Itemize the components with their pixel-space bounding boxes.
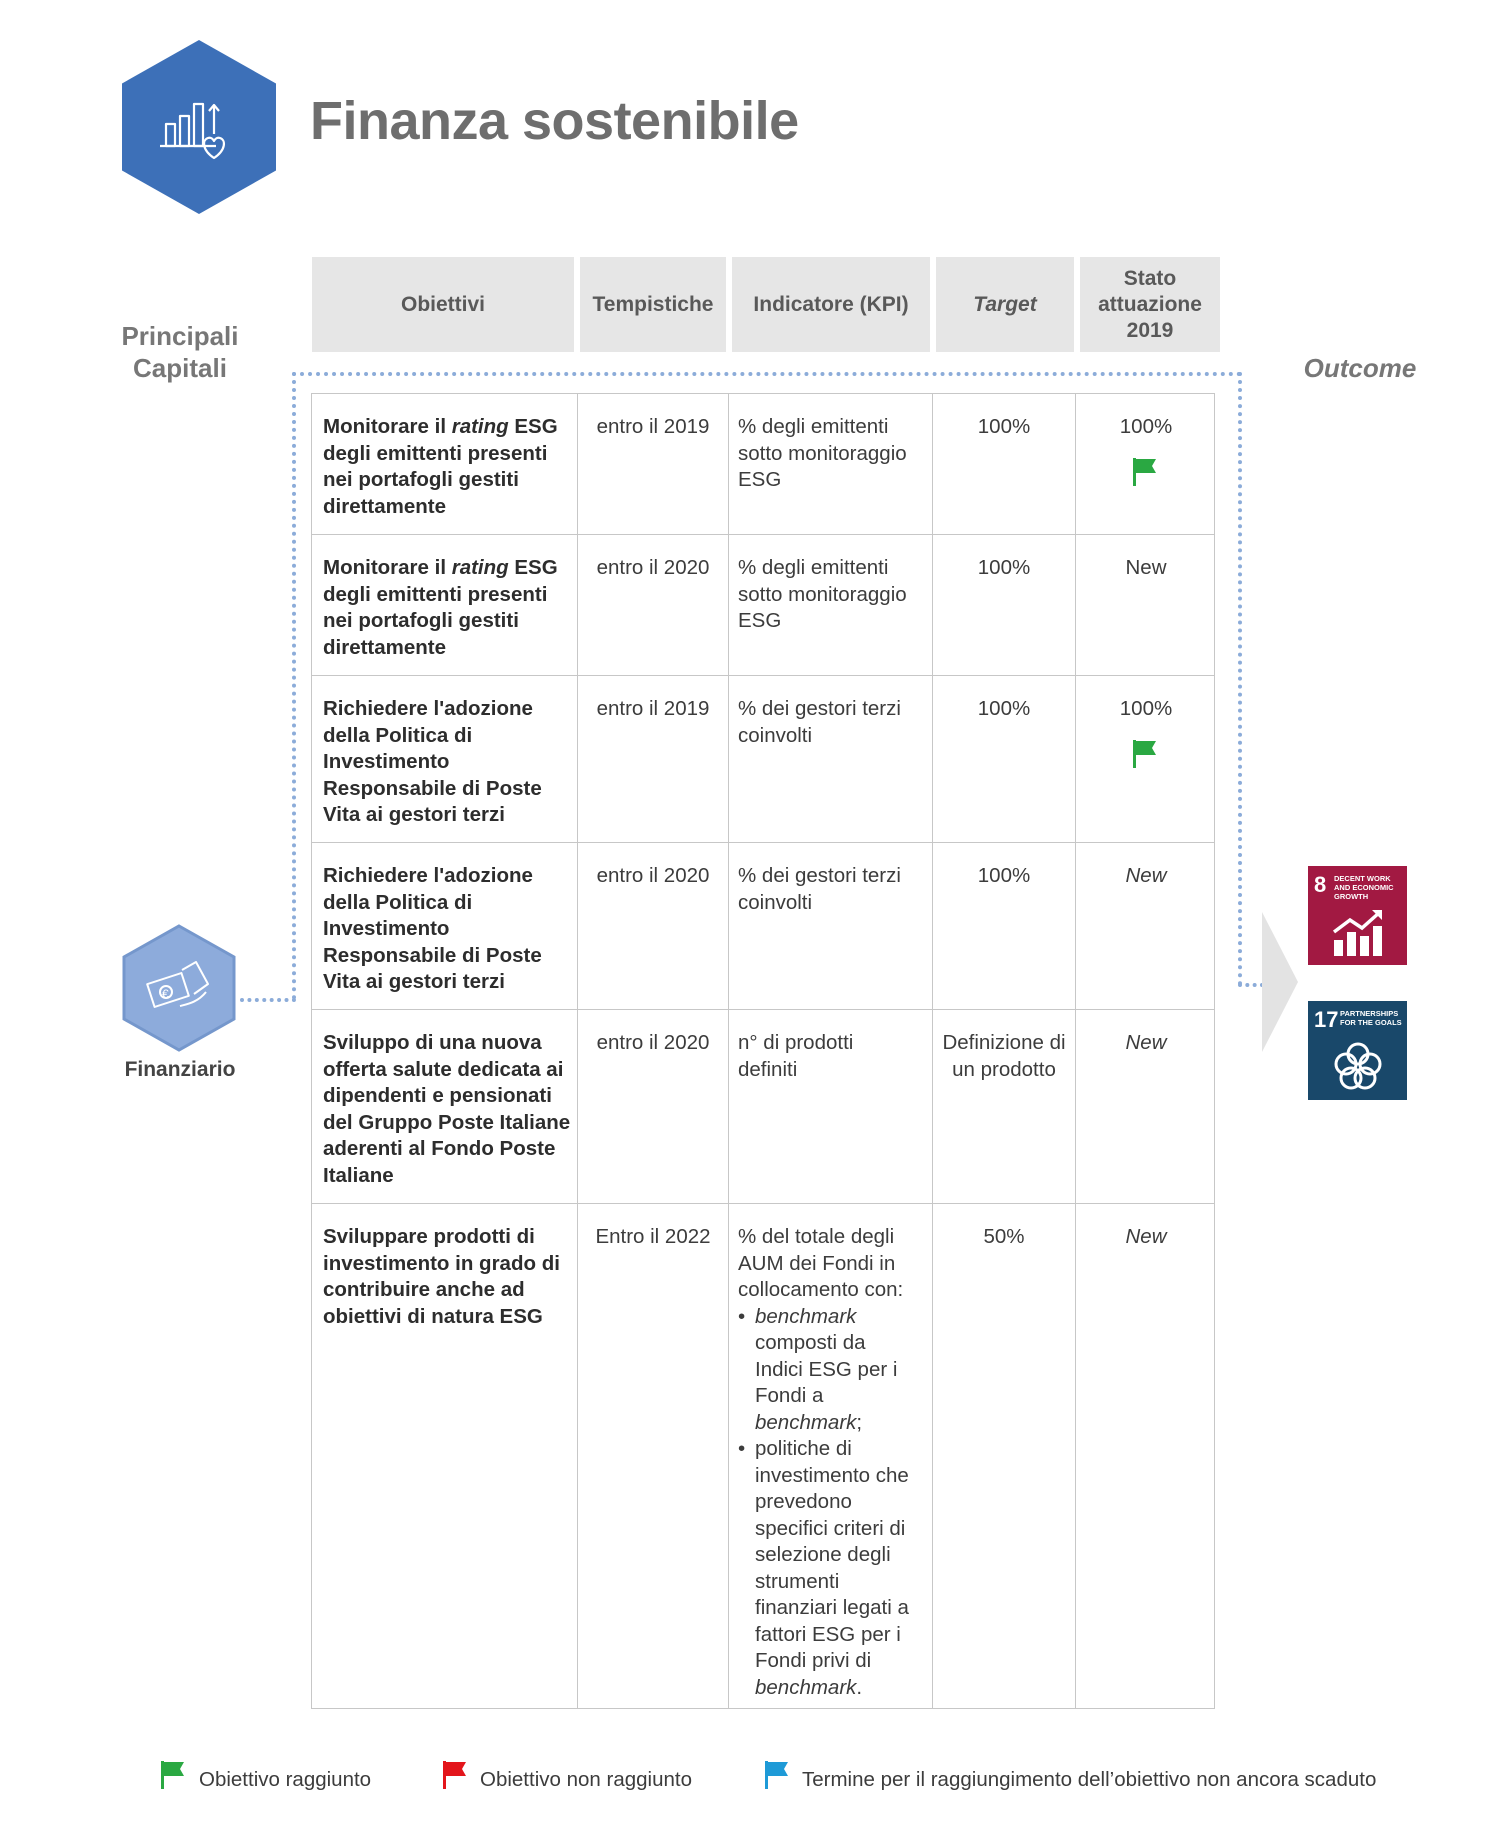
objective-emphasis: rating: [451, 556, 509, 579]
growth-chart-icon: [1332, 908, 1384, 956]
table-row-1-time: entro il 2019: [596, 415, 710, 438]
kpi-text: politiche di investimento che prevedono specifici criteri di selezione degli strumenti finanziari legati a fattori ESG per i Fondi privi di: [755, 1437, 909, 1672]
flower-rings-icon: [1332, 1041, 1384, 1091]
kpi-bullet-2: [738, 1436, 910, 1701]
legend-not-achieved: Obiettivo non raggiunto: [480, 1768, 692, 1791]
table-row-4-status: New: [1125, 864, 1167, 887]
kpi-bullet-list: [738, 1304, 918, 1702]
kpi-intro: % del totale degli AUM dei Fondi in collocamento con:: [738, 1225, 904, 1301]
flag-green-icon: [1132, 739, 1158, 769]
capital-hexagon-icon: [120, 922, 238, 1054]
objective-emphasis: rating: [451, 415, 509, 438]
legend-flag-red-icon: [442, 1760, 468, 1790]
legend-achieved: Obiettivo raggiunto: [199, 1768, 372, 1791]
connector-right-stub: [1238, 983, 1264, 987]
kpi-text: composti da Indici ESG per i Fondi a: [755, 1331, 898, 1407]
legend-flag-blue-icon: [764, 1760, 790, 1790]
table-row-4-target: 100%: [977, 864, 1031, 887]
header-stato: [1080, 257, 1220, 352]
sdg-17-number: 17: [1314, 1007, 1339, 1032]
table-row-5-time: entro il 2020: [596, 1031, 710, 1054]
kpi-emphasis-2: benchmark: [755, 1410, 857, 1434]
objective-text-cont: ESG degli emittenti presenti nei portafogli gestiti direttamente: [323, 556, 558, 659]
table-row-6-kpi: [738, 1224, 918, 1701]
objective-text: Monitorare il: [323, 415, 452, 438]
sdg-8-number: 8: [1314, 872, 1327, 897]
table-row-4-kpi: % dei gestori terzi coinvolti: [738, 864, 901, 914]
table-row-6-objective: Sviluppare prodotti di investimento in grado di contribuire anche ad obiettivi di natura ESG: [323, 1225, 560, 1328]
table-row-4-time: entro il 2020: [596, 864, 710, 887]
kpi-bullet-1: [738, 1304, 905, 1437]
table-row-3-kpi: % dei gestori terzi coinvolti: [738, 697, 901, 747]
table-row-5-objective: Sviluppo di una nuova offerta salute dedicata ai dipendenti e pensionati del Gruppo Poste Italiane aderenti al Fondo Poste Italiane: [323, 1031, 571, 1187]
kpi-text-end: .: [856, 1675, 863, 1699]
page-title: Finanza sostenibile: [310, 91, 799, 151]
outcome-label: Outcome: [1303, 353, 1417, 383]
table-row-5-kpi: n° di prodotti definiti: [738, 1031, 854, 1081]
table-row-1-kpi: % degli emittenti sotto monitoraggio ESG: [738, 415, 907, 491]
header-indicatore: Indicatore (KPI): [732, 257, 930, 352]
connector-left-vertical: [292, 372, 296, 1000]
title-hexagon-icon: [122, 40, 276, 214]
header-stato-line1: Stato: [1123, 266, 1177, 290]
table-row-2-time: entro il 2020: [596, 556, 710, 579]
principali-capitali-label: [100, 320, 260, 384]
header-obiettivi: Obiettivi: [312, 257, 574, 352]
table-row-2-kpi: % degli emittenti sotto monitoraggio ESG: [738, 556, 907, 632]
table-row-3-target: 100%: [977, 697, 1031, 720]
table-row-4-objective: Richiedere l'adozione della Politica di Investimento Responsabile di Poste Vita ai gestori terzi: [323, 864, 542, 993]
sdg-17-label: PARTNERSHIPS FOR THE GOALS: [1340, 1009, 1402, 1027]
table-row-1-target: 100%: [977, 415, 1031, 438]
svg-text:€: €: [162, 987, 169, 1001]
capitali-line: Capitali: [133, 353, 227, 383]
kpi-emphasis: benchmark: [755, 1675, 857, 1699]
header-stato-line3: 2019: [1126, 318, 1174, 342]
connector-right-vertical: [1238, 372, 1242, 986]
connector-top-line: [292, 372, 1242, 376]
capital-label-finanziario: Finanziario: [124, 1058, 236, 1081]
flag-green-icon: [1132, 457, 1158, 487]
table-row-6-status: New: [1125, 1225, 1167, 1248]
objective-text-cont: ESG degli emittenti presenti nei portafogli gestiti direttamente: [323, 415, 558, 518]
kpi-text-end: ;: [856, 1410, 863, 1434]
kpi-emphasis: benchmark: [755, 1304, 857, 1328]
objectives-table: [311, 393, 1215, 1709]
table-row-3-objective: Richiedere l'adozione della Politica di Investimento Responsabile di Poste Vita ai gestori terzi: [323, 697, 542, 826]
outcome-arrow-icon: [1262, 912, 1298, 1052]
header-stato-line2: attuazione: [1098, 292, 1202, 316]
connector-left-stub: [240, 998, 296, 1002]
table-row-3-status: 100%: [1119, 697, 1173, 720]
header-target: Target: [936, 257, 1074, 352]
sdg-8-label: DECENT WORK AND ECONOMIC GROWTH: [1334, 874, 1394, 901]
table-row-2-target: 100%: [977, 556, 1031, 579]
table-row-1-objective: [323, 414, 573, 520]
sdg-17-tile: [1308, 1001, 1407, 1100]
table-row-6-time: Entro il 2022: [595, 1225, 711, 1248]
table-row-3-time: entro il 2019: [596, 697, 710, 720]
sdg-8-tile: [1308, 866, 1407, 965]
legend-pending: Termine per il raggiungimento dell’obiettivo non ancora scaduto: [802, 1768, 1377, 1791]
table-row-5-target: Definizione di un prodotto: [942, 1031, 1066, 1081]
principali-line: Principali: [121, 321, 239, 351]
objective-text: Monitorare il: [323, 556, 452, 579]
legend-flag-green-icon: [160, 1760, 186, 1790]
table-row-1-status: 100%: [1119, 415, 1173, 438]
table-row-2-objective: [323, 555, 573, 661]
table-row-5-status: New: [1125, 1031, 1167, 1054]
header-tempistiche: Tempistiche: [580, 257, 726, 352]
table-row-2-status: New: [1125, 556, 1167, 579]
table-row-6-target: 50%: [983, 1225, 1025, 1248]
